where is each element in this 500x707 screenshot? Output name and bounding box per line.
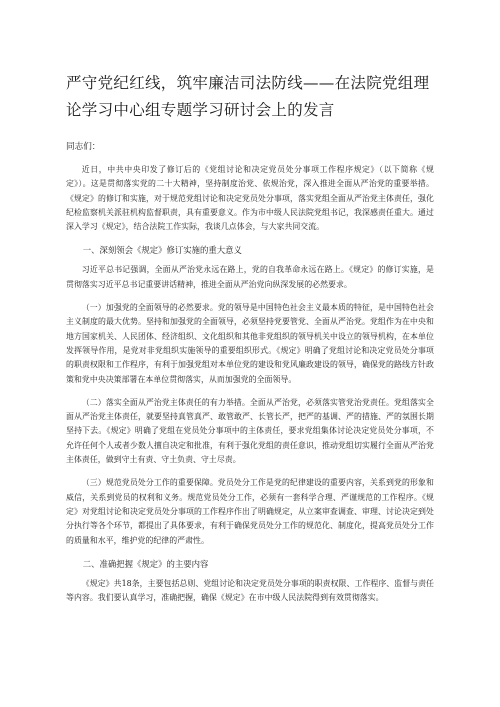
section-heading-1: 一、深刻领会《规定》修订实施的重大意义 <box>82 245 242 256</box>
greeting: 同志们： <box>66 142 101 152</box>
section-1-point-2: （二）落实全面从严治党主体责任的有力举措。全面从严治党，必须落实管党治党责任。党组落实全面从严治党主体责任，就要坚持真管真严、敢管敢严、长管长严，把严的基调、严的措施、严的氛围长期坚持下去。《规定》明确了党组在党员处分事项中的主体责任，要求党组集体讨论决定党员处分事项，不允许任何个人或者少数人擅自决定和批准，有利于强化党组的责任意识，推动党组切实履行全面从严治党主体责任，做到守土有责、守土负责、守土尽责。 <box>66 397 434 465</box>
section-heading-2: 二、准确把握《规定》的主要内容 <box>82 558 209 569</box>
document-title: 严守党纪红线，筑牢廉洁司法防线——在法院党组理论学习中心组专题学习研讨会上的发言 <box>66 74 430 119</box>
section-1-intro: 习近平总书记强调，全面从严治党永远在路上，党的自我革命永远在路上。《规定》的修订实施，是贯彻落实习近平总书记重要讲话精神，推进全面从严治党向纵深发展的必然要求。 <box>66 265 434 289</box>
section-2-intro: 《规定》共18条，主要包括总则、党组讨论和决定党员处分事项的职责权限、工作程序、监督与责任等内容。我们要认真学习，准确把握，确保《规定》在市中级人民法院得到有效贯彻落实。 <box>66 578 434 603</box>
section-1-point-3: （三）规范党员处分工作的重要保障。党员处分工作是党的纪律建设的重要内容，关系到党的形象和威信，关系到党员的权利和义务。规范党员处分工作，必须有一套科学合理、严谨规范的工作程序。《规定》对党组讨论和决定党员处分事项的工作程序作出了明确规定，从立案审查调查、审理、讨论决定到处分执行等各个环节，都提出了具体要求，有利于确保党员处分工作的规范化、制度化，提高党员处分工作的质量和水平，维护党的纪律的严肃性。 <box>66 478 434 545</box>
intro-paragraph: 近日，中共中央印发了修订后的《党组讨论和决定党员处分事项工作程序规定》（以下简称《规定》）。这是贯彻落实党的二十大精神，坚持制度治党、依规治党，深入推进全面从严治党的重要举措。《规定》的修订和实施，对于规范党组讨论和决定党员处分事项，落实党组全面从严治党主体责任，强化纪检监察机关派驻机构监督职责，具有重要意义。作为市中级人民法院党组书记，我深感责任重大。通过深入学习《规定》，结合法院工作实际，我谈几点体会，与大家共同交流。 <box>66 165 434 232</box>
section-1-point-1: （一）加强党的全面领导的必然要求。党的领导是中国特色社会主义最本质的特征，是中国特色社会主义制度的最大优势。坚持和加强党的全面领导，必须坚持党要管党、全面从严治党。党组作为在中央和地方国家机关、人民团体、经济组织、文化组织和其他非党组织的领导机关中设立的领导机构，在本单位发挥领导作用，是党对非党组织实施领导的重要组织形式。《规定》明确了党组讨论和决定党员处分事项的职责权限和工作程序，有利于加强党组对本单位党的建设和党风廉政建设的领导，确保党的路线方针政策和党中央决策部署在本单位贯彻落实，从而加强党的全面领导。 <box>66 303 434 384</box>
